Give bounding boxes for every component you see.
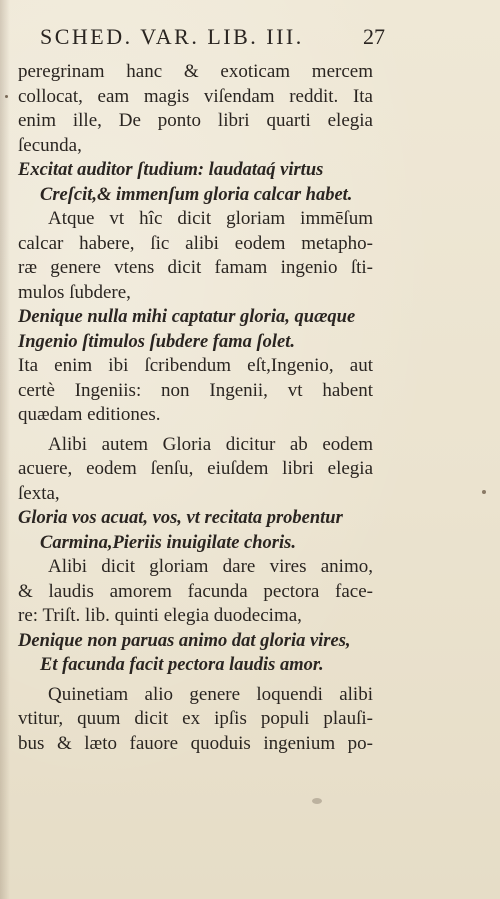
body-text <box>18 60 373 756</box>
verse-line: Creſcit,& immenſum gloria calcar habet. <box>40 184 353 205</box>
text-line: Quinetiam alio genere loquendi alibi <box>48 683 373 705</box>
text-line: collocat, eam magis viſendam reddit. Ita <box>18 85 373 107</box>
verse-line: Denique non paruas animo dat gloria vires, <box>18 630 351 651</box>
running-header <box>40 24 385 52</box>
text-line: re: Triſt. lib. quinti elegia duodecima, <box>18 605 302 626</box>
text-line: certè Ingeniis: non Ingenii, vt habent <box>18 379 373 401</box>
verse-line: Gloria vos acuat, vos, vt recitata probentur <box>18 508 343 528</box>
text-line: ræ genere vtens dicit famam ingenio ſti- <box>18 257 373 278</box>
verse-line: Carmina,Pieriis inuigilate choris. <box>40 532 296 553</box>
page-gutter-shadow <box>0 0 10 899</box>
text-line: & laudis amorem facunda pectora face- <box>18 580 373 602</box>
page-number: 27 <box>363 24 385 49</box>
verse-line: Et facunda facit pectora laudis amor. <box>40 655 324 675</box>
text-line: vtitur, quum dicit ex ipſis populi plauſi- <box>18 708 373 729</box>
text-line: Ita enim ibi ſcribendum eſt,Ingenio, aut <box>18 355 373 376</box>
verse-line: Ingenio ſtimulos ſubdere fama ſolet. <box>18 331 295 352</box>
text-line: Alibi dicit gloriam dare vires animo, <box>48 556 373 577</box>
ink-speck <box>5 95 8 98</box>
text-line: peregrinam hanc & exoticam mercem <box>18 61 373 82</box>
text-line: quædam editiones. <box>18 404 161 425</box>
paper-stain <box>312 798 322 804</box>
text-line: Alibi autem Gloria dicitur ab eodem <box>48 433 373 455</box>
text-line: ſexta, <box>18 482 60 504</box>
verse-line: Excitat auditor ſtudium: laudataq́ virtus <box>18 160 324 180</box>
text-line: mulos ſubdere, <box>18 281 131 303</box>
text-line: calcar habere, ſic alibi eodem metapho- <box>18 232 373 254</box>
text-line: bus & læto fauore quoduis ingenium po- <box>18 732 373 754</box>
text-line: Atque vt hîc dicit gloriam immēſum <box>48 208 373 229</box>
text-line: ſecunda, <box>18 134 82 156</box>
running-title: SCHED. VAR. LIB. III. <box>40 24 304 49</box>
verse-line: Denique nulla mihi captatur gloria, quæque <box>18 307 356 327</box>
text-line: enim ille, De ponto libri quarti elegia <box>18 110 373 131</box>
ink-speck <box>482 490 486 494</box>
text-line: acuere, eodem ſenſu, eiuſdem libri elegia <box>18 458 373 479</box>
